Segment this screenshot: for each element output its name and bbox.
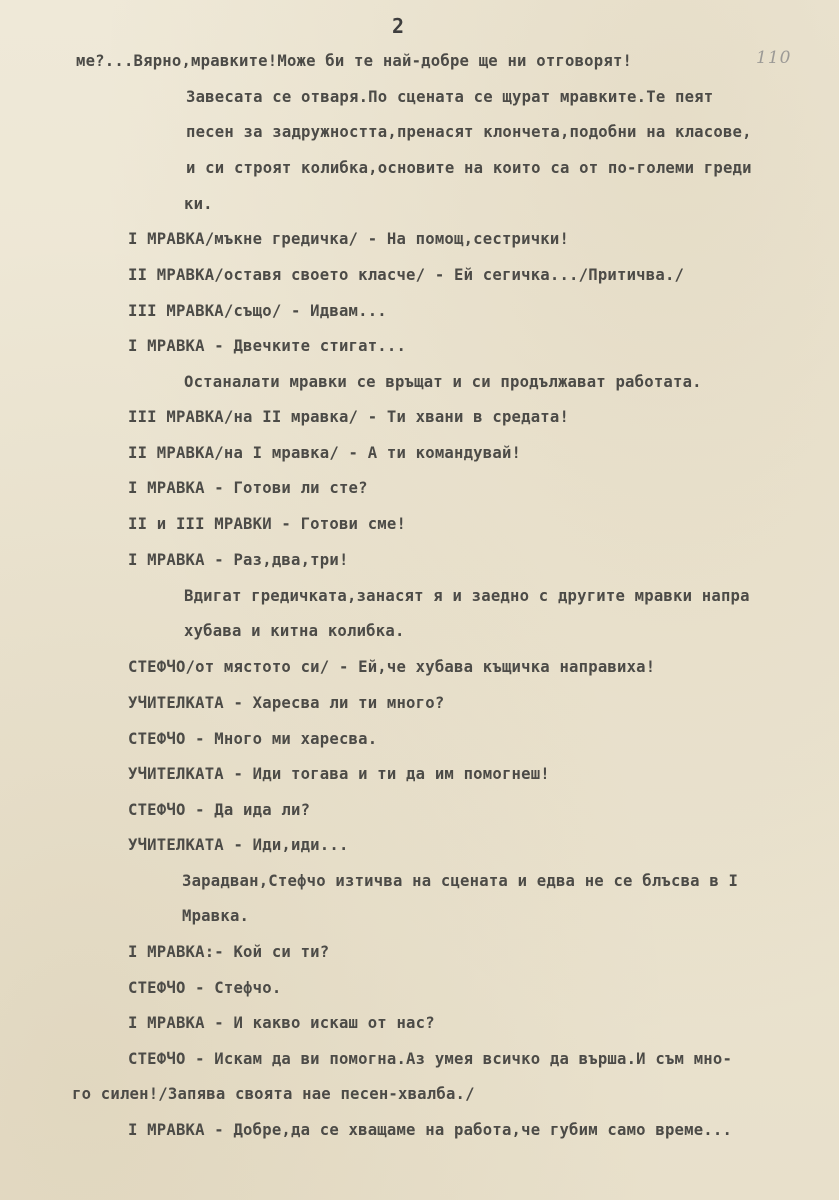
dialogue-line: УЧИТЕЛКАТА - Харесва ли ти много? xyxy=(128,694,445,712)
dialogue-line: I МРАВКА - Двечките стигат... xyxy=(128,337,407,355)
text-line: ме?...Вярно,мравките!Може би те най-добре ще ни отговорят! xyxy=(76,52,633,70)
dialogue-line: II МРАВКА/оставя своето класче/ - Ей сегичка.../Притичва./ xyxy=(128,266,685,284)
stage-direction-line: хубава и китна колибка. xyxy=(184,622,405,640)
dialogue-line: СТЕФЧО - Много ми харесва. xyxy=(128,730,378,748)
stage-direction-line: Завесата се отваря.По сцената се щурат мравките.Те пеят xyxy=(186,88,714,106)
stage-direction-line: Останалати мравки се връщат и си продължават работата. xyxy=(184,373,702,391)
stage-direction-line: Зарадван,Стефчо изтичва на сцената и едва не се блъсва в I xyxy=(182,872,739,890)
dialogue-line: I МРАВКА - Добре,да се хващаме на работа,че губим само време... xyxy=(128,1121,733,1139)
dialogue-line: СТЕФЧО - Стефчо. xyxy=(128,979,282,997)
dialogue-line: УЧИТЕЛКАТА - Иди тогава и ти да им помогнеш! xyxy=(128,765,550,783)
dialogue-line: СТЕФЧО - Искам да ви помогна.Аз умея всичко да върша.И съм мно- xyxy=(128,1050,733,1068)
dialogue-line: УЧИТЕЛКАТА - Иди,иди... xyxy=(128,836,349,854)
dialogue-line: II МРАВКА/на I мравка/ - А ти командувай! xyxy=(128,444,522,462)
dialogue-line: СТЕФЧО - Да ида ли? xyxy=(128,801,311,819)
handwritten-page-note: 110 xyxy=(756,48,792,68)
dialogue-line: I МРАВКА - И какво искаш от нас? xyxy=(128,1014,435,1032)
text-line: го силен!/Запява своята нае песен-хвалба./ xyxy=(72,1085,475,1103)
dialogue-line: I МРАВКА:- Кой си ти? xyxy=(128,943,330,961)
stage-direction-line: песен за задружността,пренасят клончета,подобни на класове, xyxy=(186,123,752,141)
stage-direction-line: Мравка. xyxy=(182,907,250,925)
stage-direction-line: ки. xyxy=(184,195,213,213)
stage-direction-line: Вдигат гредичката,занасят я и заедно с другите мравки напра xyxy=(184,587,750,605)
page-number: 2 xyxy=(392,14,405,38)
dialogue-line: I МРАВКА - Готови ли сте? xyxy=(128,479,368,497)
dialogue-line: I МРАВКА/мъкне гредичка/ - На помощ,сестрички! xyxy=(128,230,570,248)
stage-direction-line: и си строят колибка,основите на които са от по-големи греди xyxy=(186,159,752,177)
dialogue-line: III МРАВКА/също/ - Идвам... xyxy=(128,302,387,320)
dialogue-line: СТЕФЧО/от мястото си/ - Ей,че хубава къщичка направиха! xyxy=(128,658,656,676)
dialogue-line: II и III МРАВКИ - Готови сме! xyxy=(128,515,407,533)
dialogue-line: III МРАВКА/на II мравка/ - Ти хвани в средата! xyxy=(128,408,570,426)
dialogue-line: I МРАВКА - Раз,два,три! xyxy=(128,551,349,569)
